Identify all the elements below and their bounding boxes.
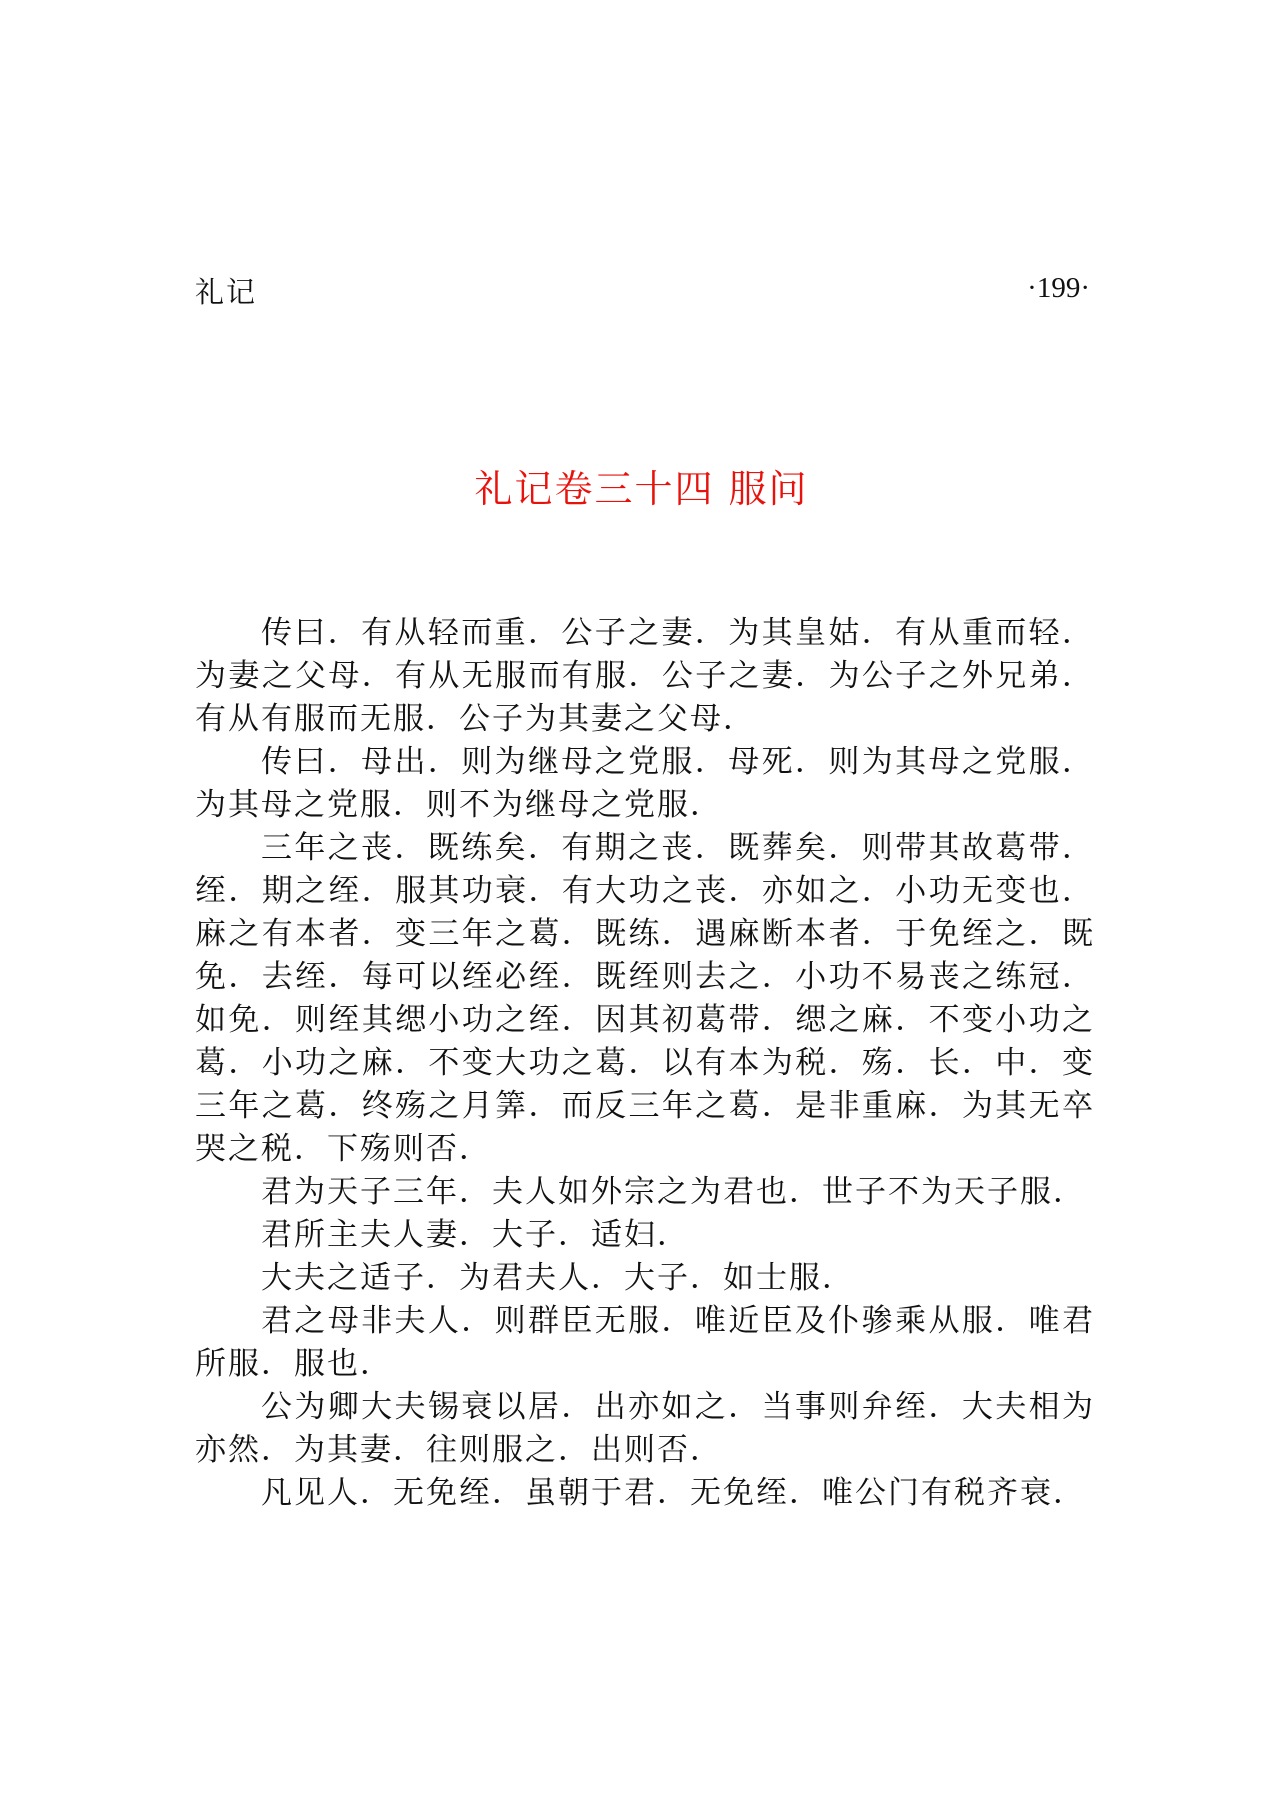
body-text [195,612,1095,1515]
paragraph: 传曰．有从轻而重．公子之妻．为其皇姑．有从重而轻．为妻之父母．有从无服而有服．公子之妻．为公子之外兄弟．有从有服而无服．公子为其妻之父母． [195,615,1095,737]
page-number: ·199· [1027,272,1090,304]
paragraph: 君所主夫人妻．大子．适妇． [261,1217,690,1253]
paragraph: 君为天子三年．夫人如外宗之为君也．世子不为天子服． [261,1174,1086,1210]
chapter-title: 礼记卷三十四 服问 [474,467,809,511]
paragraph: 三年之丧．既练矣．有期之丧．既葬矣．则带其故葛带．绖．期之绖．服其功衰．有大功之丧．亦如之．小功无变也．麻之有本者．变三年之葛．既练．遇麻断本者．于免绖之．既免．去绖．每可以绖必绖．既绖则去之．小功不易丧之练冠．如免．则绖其缌小功之绖．因其初葛带．缌之麻．不变小功之葛．小功之麻．不变大功之葛．以有本为税．殇．长．中．变三年之葛．终殇之月筭．而反三年之葛．是非重麻．为其无卒哭之税．下殇则否． [195,830,1095,1167]
paragraph: 公为卿大夫锡衰以居．出亦如之．当事则弁绖．大夫相为亦然．为其妻．往则服之．出则否． [195,1389,1095,1468]
paragraph: 大夫之适子．为君夫人．大子．如士服． [261,1260,855,1296]
paragraph: 君之母非夫人．则群臣无服．唯近臣及仆骖乘从服．唯君所服．服也． [195,1303,1095,1382]
running-header [195,270,1090,310]
paragraph: 凡见人．无免绖．虽朝于君．无免绖．唯公门有税齐衰． [261,1475,1086,1511]
running-title: 礼记 [195,275,258,309]
paragraph: 传曰．母出．则为继母之党服．母死．则为其母之党服．为其母之党服．则不为继母之党服． [195,744,1095,823]
